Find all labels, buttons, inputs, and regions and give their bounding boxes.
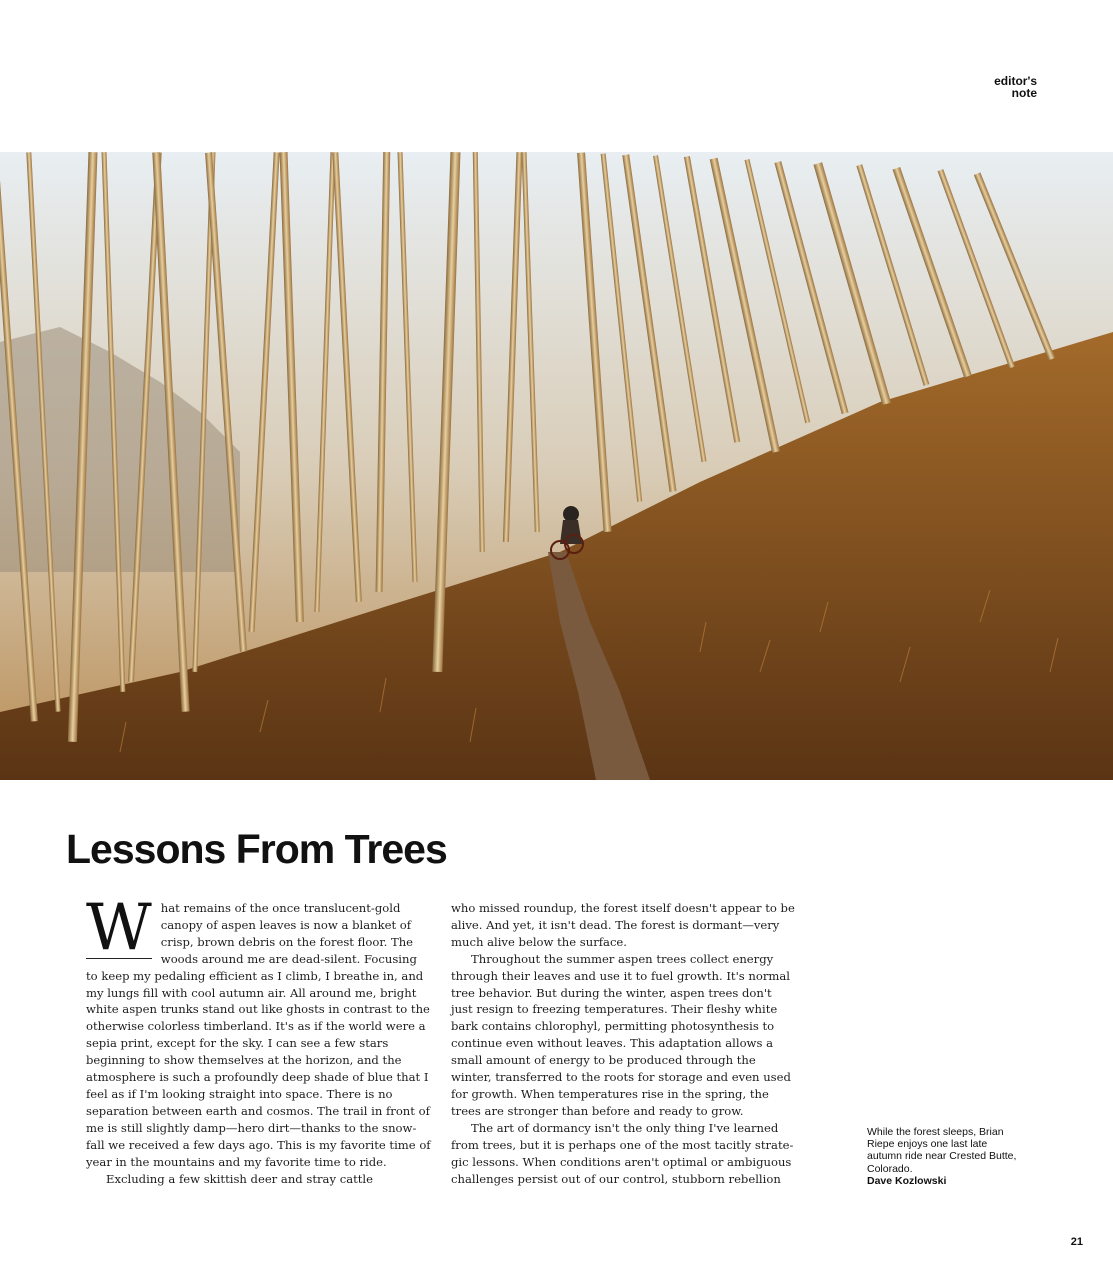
article-title: Lessons From Trees xyxy=(66,826,447,872)
article-paragraph: Throughout the summer aspen trees collect energy through their leaves and use it to fuel growth. It's normal tree behavior. But during the winter, aspen trees don't just resign to freezing temperatures. Their fleshy white bark contains chlorophyl, permitting photosynthesis to continue even without leaves. This adaptation allows a small amount of energy to be produced through the winter, transferred to the roots for storage and even used for growth. When temperatures rise in the spring, the trees are stronger than before and ready to grow. xyxy=(451,951,791,1118)
section-label-line1: editor's xyxy=(994,74,1037,88)
drop-cap: W xyxy=(86,891,152,965)
page-number: 21 xyxy=(1070,1236,1083,1248)
article-paragraph xyxy=(86,891,431,1171)
paragraph-text: hat remains of the once translucent-gold canopy of aspen leaves is now a blanket of crisp, brown debris on the forest floor. The woods around me are dead-silent. Focusing to keep my pedaling efficient as I climb, I breathe in, and my lungs fill with cool autumn air. All around me, bright white aspen trunks stand out like ghosts in contrast to the otherwise colorless timberland. It's as if the world were a sepia print, except for the sky. I can see a few stars beginning to show themselves at the horizon, and the atmosphere is such a profoundly deep shade of blue that I feel as if I'm looking straight into space. There is no separation between earth and cosmos. The trail in front of me is still slightly damp—hero dirt—thanks to the snow-fall we received a few days ago. This is my favorite time of year in the mountains and my favorite time to ride. xyxy=(86,901,431,1169)
article-paragraph: The art of dormancy isn't the only thing I've learned from trees, but it is perhaps one of the most tacitly strate-gic lessons. When conditions aren't optimal or ambiguous challenges persist out of our control, stubborn rebellion xyxy=(451,1120,794,1186)
section-label xyxy=(994,75,1037,99)
article-column-1 xyxy=(86,891,431,1187)
article-paragraph: who missed roundup, the forest itself doesn't appear to be alive. And yet, it isn't dead. The forest is dormant—very much alive below the surface. xyxy=(451,901,795,949)
photo-credit: Dave Kozlowski xyxy=(867,1174,947,1187)
photo-caption xyxy=(867,1126,1017,1187)
article-column-2 xyxy=(451,900,796,1187)
hero-photo xyxy=(0,152,1113,780)
section-label-line2: note xyxy=(1011,86,1037,100)
caption-text: While the forest sleeps, Brian Riepe enjoys one last late autumn ride near Crested Butte, Colorado. xyxy=(867,1126,1017,1175)
article-paragraph: Excluding a few skittish deer and stray cattle xyxy=(106,1171,373,1186)
